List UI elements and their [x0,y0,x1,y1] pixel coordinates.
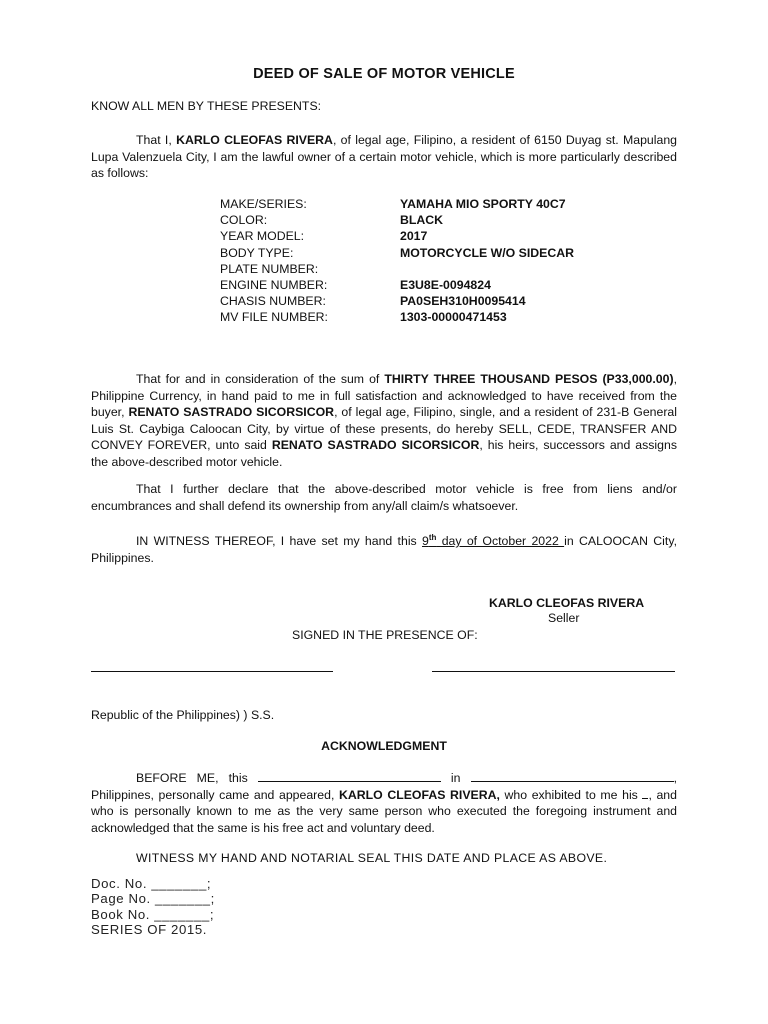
text-run: BEFORE ME, this [136,771,248,785]
vehicle-row-mvfile [220,309,600,325]
liens-paragraph: That I further declare that the above-described motor vehicle is free from liens and/or encumbrances and shall defend its ownership from any/all claim/s whatsoever. [91,482,677,513]
spec-label: CHASIS NUMBER: [220,294,326,309]
witness-signature-line-2 [432,671,675,672]
witness-paragraph [91,530,677,566]
seller-name: KARLO CLEOFAS RIVERA [176,133,333,147]
book-number: Book No. _______; [91,906,215,922]
buyer-name: RENATO SASTRADO SICORSICOR [271,438,480,452]
spec-value: 2017 [400,229,428,244]
text-run: who exhibited to me his [499,787,643,802]
vehicle-row-plate [220,261,600,277]
seller-signature-role: Seller [548,611,580,625]
text-run: , Philippine Currency, in hand paid to me in full satisfaction and acknowledged to have received from the buyer, [91,372,677,419]
date-blank [258,770,441,782]
text-run: That for and in consideration of the sum of [136,372,385,386]
date-suffix: th [428,533,437,542]
doc-number: Doc. No. _______; [91,876,212,891]
spec-label: COLOR: [220,213,268,228]
witness-signature-line-1 [91,671,333,672]
buyer-name: RENATO SASTRADO SICORSICOR [128,405,335,419]
page-number: Page No. _______; [91,891,215,907]
text-run: in CALOOCAN City, Philippines. [91,534,677,565]
venue-line: Republic of the Philippines) ) S.S. [91,708,275,722]
vehicle-details [220,196,600,326]
acknowledgment-paragraph [91,770,677,836]
vehicle-row-color [220,212,600,228]
text-run: , Philippines, personally came and appeared, [91,771,678,802]
appearing-party-name: KARLO CLEOFAS RIVERA, [339,787,500,802]
notarial-witness-line: WITNESS MY HAND AND NOTARIAL SEAL THIS DATE AND PLACE AS ABOVE. [136,851,608,865]
vehicle-row-engine [220,277,600,293]
spec-label: MV FILE NUMBER: [220,310,328,325]
text-run: That I, [136,133,177,147]
spec-value: 1303-00000471453 [400,310,507,325]
vehicle-row-year [220,228,600,244]
witness-heading: SIGNED IN THE PRESENCE OF: [292,628,478,642]
series-year: SERIES OF 2015. [91,921,208,937]
acknowledgment-title: ACKNOWLEDGMENT [321,739,447,753]
spec-label: YEAR MODEL: [220,229,305,244]
consideration-paragraph [91,371,677,470]
spec-label: ENGINE NUMBER: [220,277,328,292]
spec-label: MAKE/SERIES: [220,197,307,211]
spec-value: BLACK [400,213,444,228]
vehicle-row-body [220,245,600,261]
spec-value: PA0SEH310H0095414 [400,294,526,309]
text-run: , of legal age, Filipino, a resident of 6150 Duyag st. Mapulang Lupa Valenzuela City, I am the lawful owner of a certain motor vehicle, which is more particularly described as follows: [91,133,677,180]
date-day: 9 [422,534,429,549]
spec-label: BODY TYPE: [220,245,294,260]
seller-signature-name: KARLO CLEOFAS RIVERA [489,596,645,610]
vehicle-row-chasis [220,293,600,309]
spec-value: YAMAHA MIO SPORTY 40C7 [400,197,566,211]
signing-date [422,534,564,548]
ownership-paragraph [91,132,677,182]
text-run: , and who is personally known to me as the very same person who executed the foregoing instrument and acknowledged that the same is his free act and voluntary deed. [91,787,677,835]
spec-value: MOTORCYCLE W/O SIDECAR [400,245,574,260]
sale-amount: THIRTY THREE THOUSAND PESOS (P33,000.00) [384,372,674,386]
spec-label: PLATE NUMBER: [220,261,319,276]
date-rest: day of October 2022 [436,534,565,549]
text-run: , his heirs, successors and assigns the above-described motor vehicle. [91,438,677,469]
spec-value: E3U8E-0094824 [400,277,491,292]
place-blank [471,770,674,782]
text-run: in [450,771,461,785]
document-title: DEED OF SALE OF MOTOR VEHICLE [253,66,515,82]
vehicle-row-make [220,196,600,212]
notarial-reference [91,876,215,937]
text-run: , of legal age, Filipino, single, and a resident of 231-B General Luis St. Caybiga Caloocan City, by virtue of these presents, do hereby SELL, CEDE, TRANSFER AND CONVEY FOREVER, unto said [91,405,677,452]
intro-line: KNOW ALL MEN BY THESE PRESENTS: [91,99,322,113]
text-run: IN WITNESS THEREOF, I have set my hand this [136,534,422,549]
